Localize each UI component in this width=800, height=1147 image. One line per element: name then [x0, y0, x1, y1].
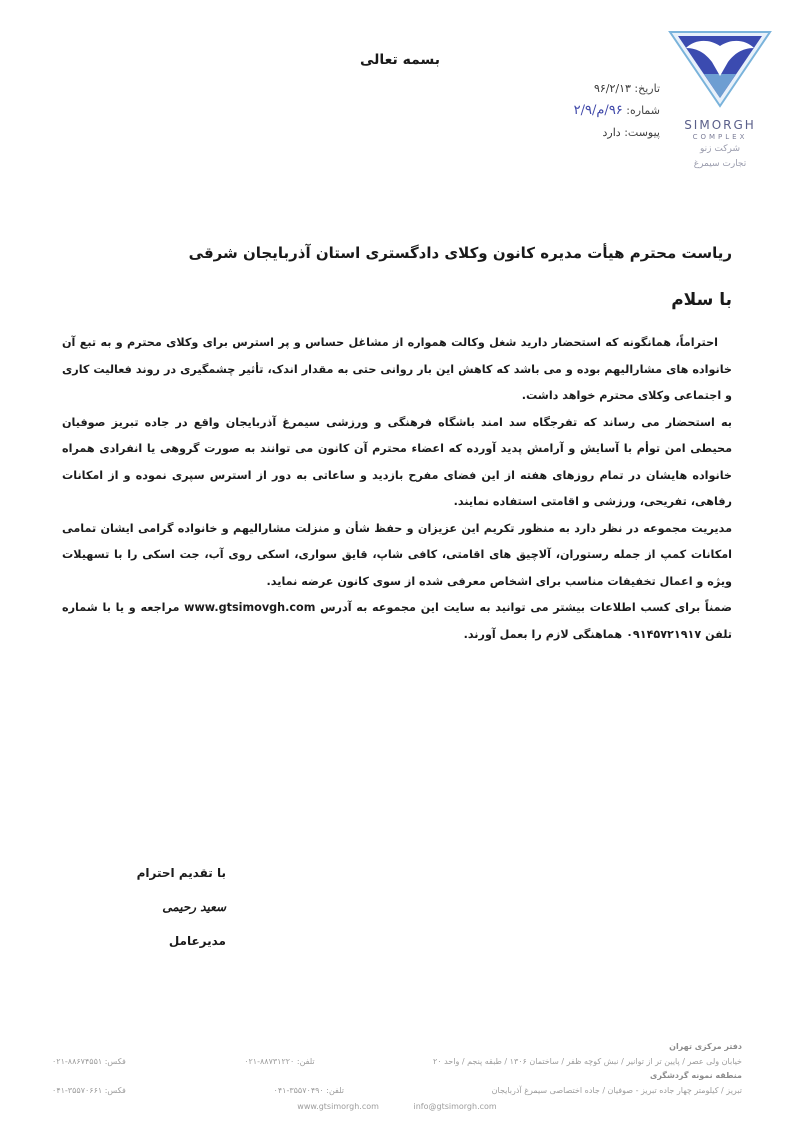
- signer-name: سعید رحیمی: [162, 900, 226, 914]
- signer-title: مدیرعامل: [168, 934, 226, 948]
- company-logo: [660, 24, 780, 171]
- footer-email[interactable]: info@gtsimorgh.com: [413, 1102, 497, 1111]
- tehran-office-row: [52, 1055, 742, 1070]
- date-label: تاریخ:: [634, 82, 660, 95]
- greeting: با سلام: [671, 290, 732, 310]
- simorgh-bird-logo-icon: [664, 24, 776, 116]
- signature-block: [96, 856, 226, 958]
- tabriz-address: تبریز / کیلومتر چهار جاده تبریز - صوفیان / جاده اختصاصی سیمرغ آذربایجان: [491, 1085, 742, 1095]
- tehran-office-title: دفتر مرکزی تهران: [669, 1042, 742, 1051]
- bismillah-heading: بسمه تعالی: [359, 52, 441, 68]
- tehran-fax: فکس: ۸۸۶۷۴۵۵۱-۰۲۱: [52, 1056, 126, 1066]
- tabriz-fax: فکس: ۳۵۵۷۰۶۶۱-۰۴۱: [52, 1085, 126, 1095]
- tehran-phone: تلفن: ۸۸۷۳۱۲۲۰-۰۲۱: [244, 1056, 315, 1066]
- attachment-value: دارد: [602, 126, 621, 139]
- date-value: ۹۶/۲/۱۳: [593, 82, 631, 95]
- attachment-row: [470, 122, 660, 144]
- letterhead-footer: [52, 1040, 742, 1115]
- logo-brand-name: SIMORGH: [684, 118, 756, 132]
- logo-company-line-1: شرکت زنو: [700, 144, 740, 154]
- website-link[interactable]: www.gtsimovgh.com: [184, 601, 316, 614]
- number-label: شماره:: [626, 104, 660, 117]
- number-row: [470, 100, 660, 122]
- footer-website[interactable]: www.gtsimorgh.com: [297, 1102, 379, 1111]
- addressee: ریاست محترم هیأت مدیره کانون وکلای دادگستری استان آذربایجان شرقی: [188, 244, 732, 262]
- tabriz-office-row: [52, 1084, 742, 1099]
- paragraph-4-start: ضمناً برای کسب اطلاعات بیشتر می توانید به سایت این مجموعه به آدرس: [320, 601, 732, 614]
- logo-brand-sub: COMPLEX: [692, 133, 748, 141]
- logo-company-line-2: تجارت سیمرغ: [693, 159, 747, 169]
- closing-text: با تقدیم احترام: [136, 866, 226, 880]
- paragraph-3: مدیریت مجموعه در نظر دارد به منظور تکریم این عزیزان و حفظ شأن و منزلت مشارالیهم و خانواده گرامی ایشان تمامی امکانات کمپ از جمله رستوران، آلاچیق های اقامتی، کافی شاپ، قایق سواری، اسکی روی آب، جت اسکی را با تسهیلات ویژه و اعمال تخفیفات مناسب برای اشخاص معرفی شده از سوی کانون عرضه نماید.: [62, 521, 732, 588]
- paragraph-4: [62, 595, 732, 648]
- footer-web-row: [52, 1100, 742, 1115]
- signature-area-blank: [200, 812, 740, 1022]
- tabriz-office-title: منطقه نمونه گردشگری: [650, 1071, 742, 1080]
- letter-meta: [470, 78, 660, 144]
- date-row: [470, 78, 660, 100]
- paragraph-1: احتراماً، همانگونه که استحضار دارید شغل وکالت همواره از مشاغل حساس و پر استرس برای وکلای محترم و به تبع آن خانواده های مشارالیهم بوده و می باشد که کاهش این بار روانی حتی به مقدار اندک، تأثیر چشمگیری در روند فعالیت کاری و اجتماعی وکلای محترم خواهد داشت.: [62, 336, 732, 402]
- tehran-address: خیابان ولی عصر / پایین تر از توانیر / نبش کوچه ظفر / ساختمان ۱۳۰۶ / طبقه پنجم / واحد ۲۰: [432, 1056, 742, 1066]
- paragraph-4-end: مراجعه و یا با شماره تلفن ۰۹۱۴۵۷۲۱۹۱۷ هماهنگی لازم را بعمل آورند.: [62, 601, 732, 641]
- letter-body: [62, 330, 732, 648]
- tabriz-phone: تلفن: ۳۵۵۷۰۴۹۰-۰۴۱: [273, 1085, 344, 1095]
- attachment-label: پیوست:: [624, 126, 660, 139]
- paragraph-2: به استحضار می رساند که تفرجگاه سد امند باشگاه فرهنگی و ورزشی سیمرغ آذربایجان واقع در جاده تبریز صوفیان محیطی امن توأم با آسایش و آرامش پدید آورده که اعضاء محترم آن کانون می توانند به صورت گروهی یا انفرادی همراه خانواده هایشان در تمام روزهای هفته از این فضای مفرح بازدید و ساعاتی به دور از استرس سپری نموده و از امکانات رفاهی، تفریحی، ورزشی و اقامتی استفاده نمایند.: [62, 415, 732, 508]
- number-value: ۹۶/م/۲/۹: [573, 103, 623, 118]
